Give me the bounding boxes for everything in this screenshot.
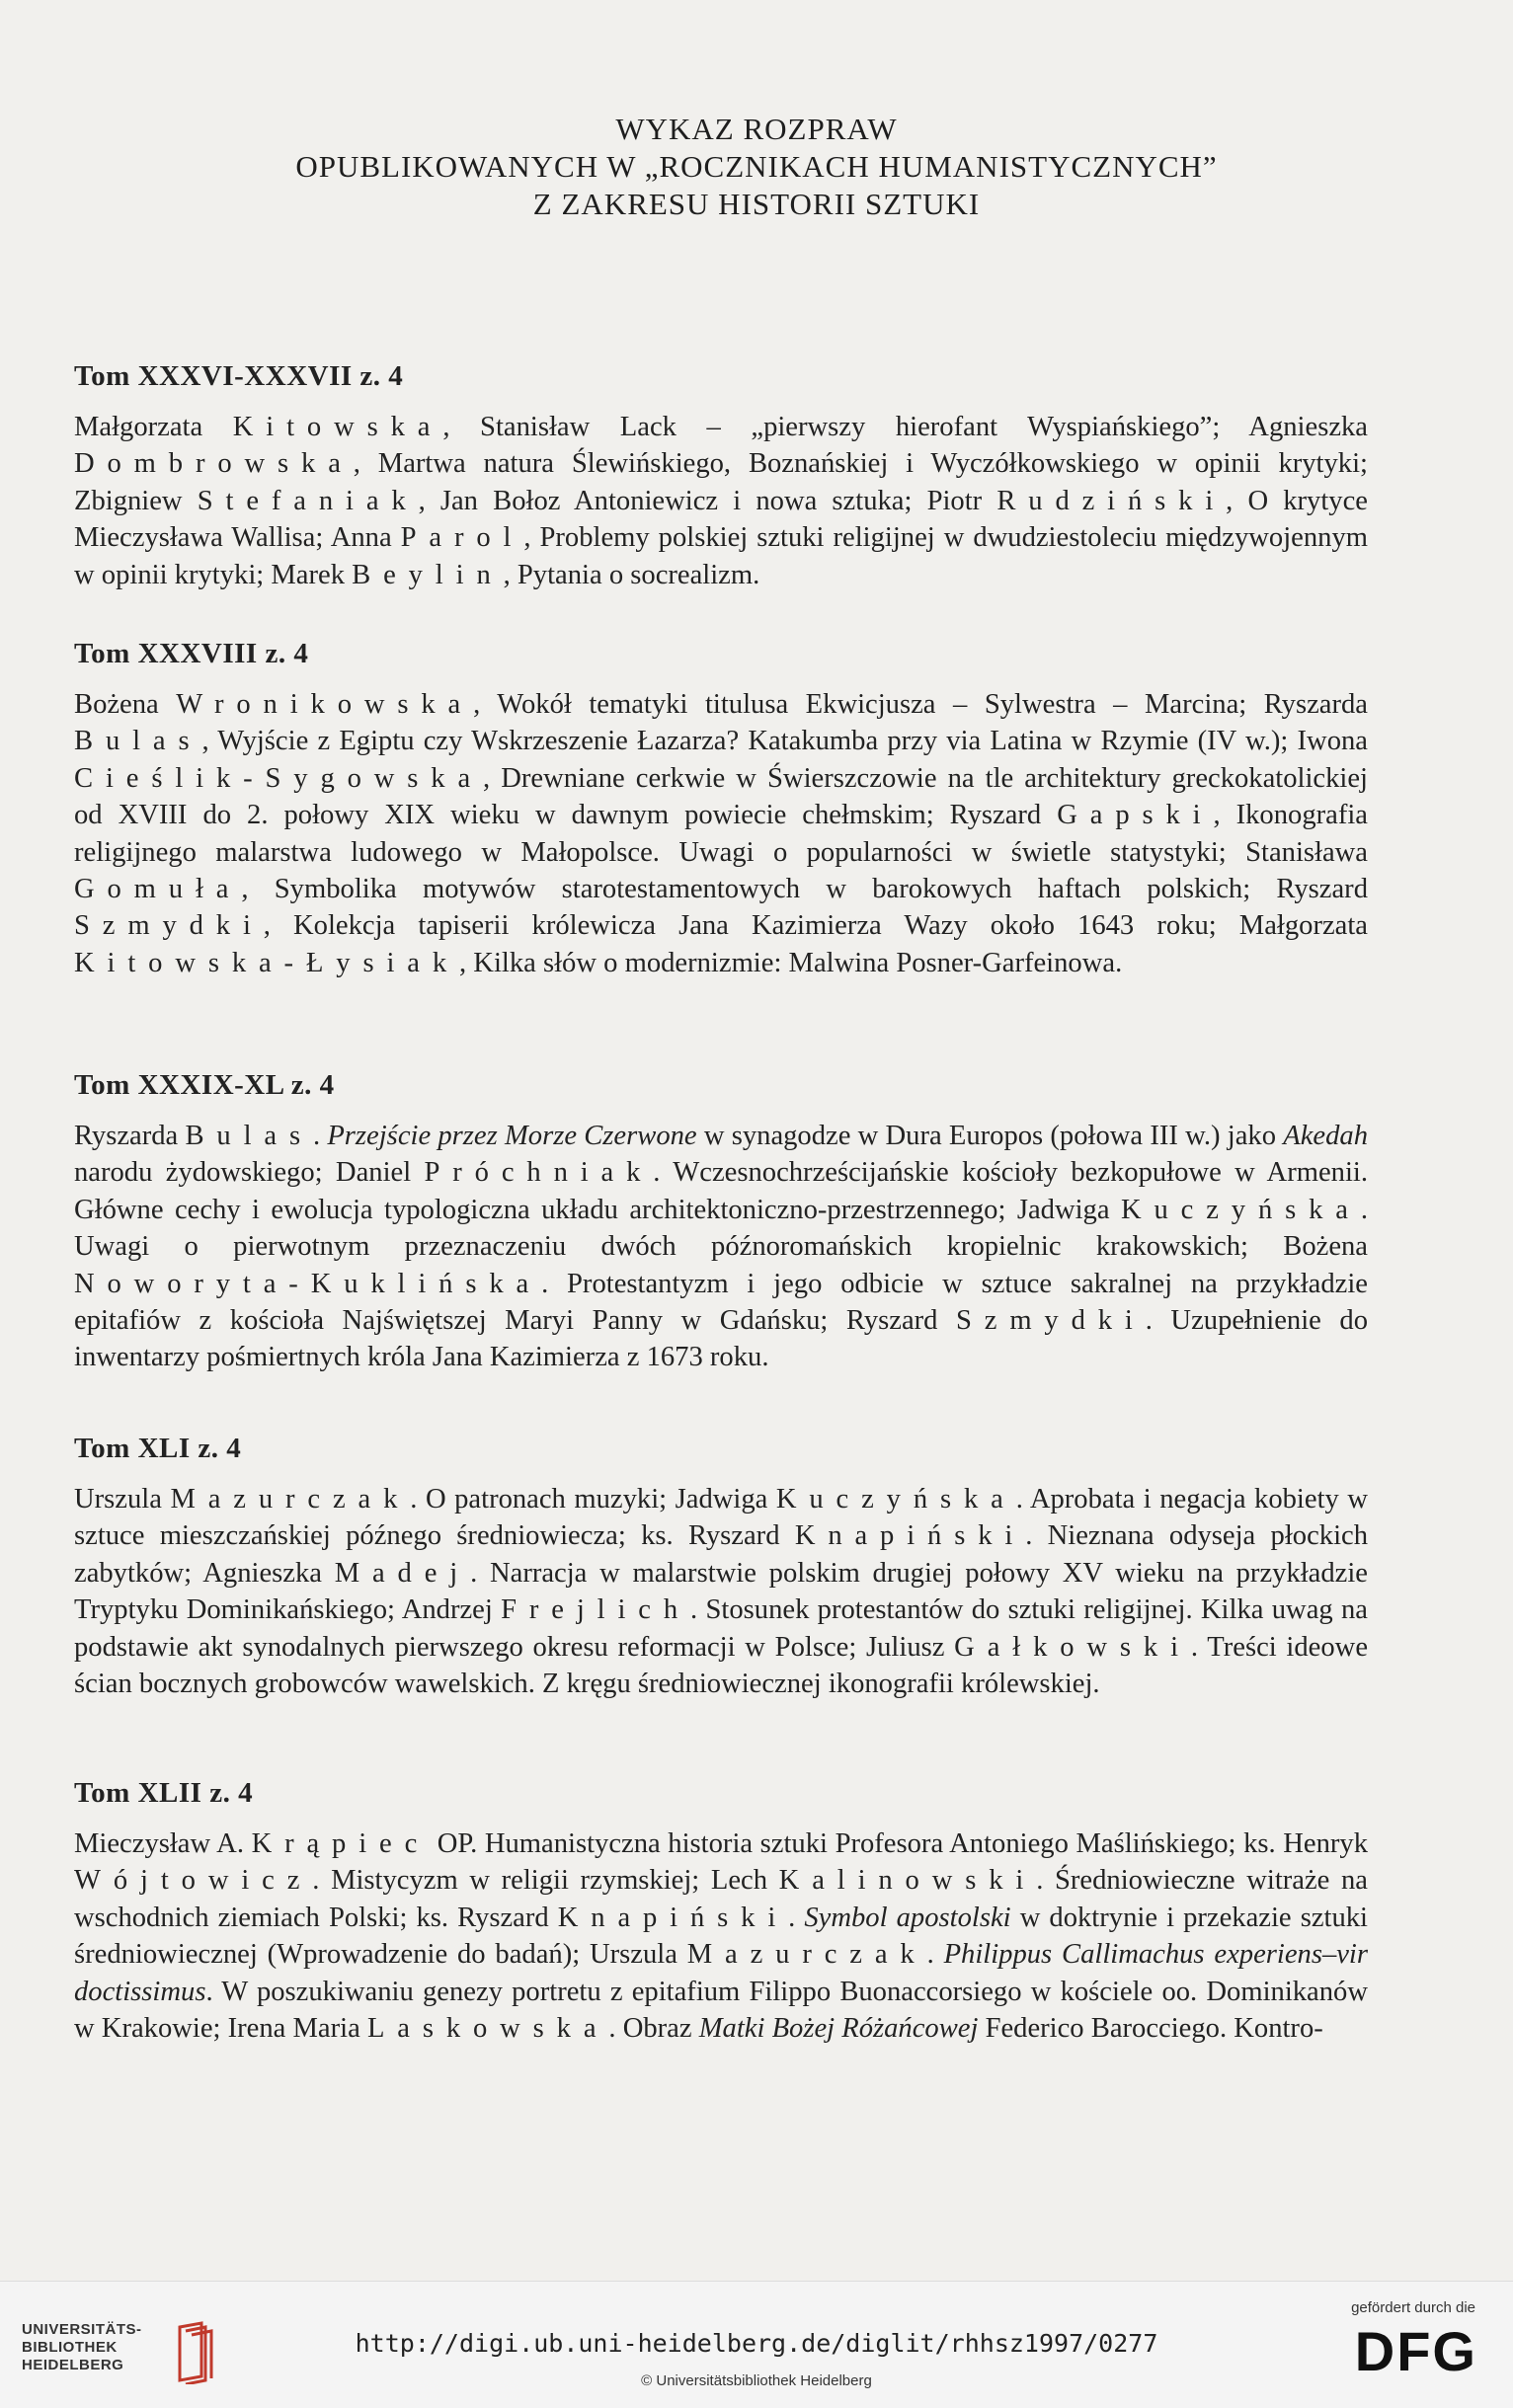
- author-surname: Mazurczak: [170, 1484, 411, 1515]
- text-run: narodu żydowskiego; Daniel: [74, 1157, 425, 1189]
- text-run: . Wczesnochrześcijańskie kościoły bezkopułowe w Armenii. Główne cechy i ewolucja typologiczna układu architektoniczno-przestrzennego; Jadwiga: [74, 1157, 1368, 1225]
- author-surname: Krąpiec: [251, 1828, 431, 1859]
- author-surname: Szmydki: [74, 910, 264, 942]
- text-run: . Uwagi o pierwotnym przeznaczeniu dwóch późnoromańskich kropielnic krakowskich; Bożena: [74, 1194, 1368, 1263]
- section-title: Tom XLI z. 4: [74, 1433, 242, 1464]
- author-surname: Stefaniak: [197, 485, 419, 516]
- text-run: .: [312, 1121, 328, 1151]
- text-run: , Ikonografia religijnego malarstwa ludowego w Małopolsce. Uwagi o popularności w świetle statystyki; Stanisława: [74, 800, 1368, 868]
- author-surname: Kalinowski: [778, 1865, 1037, 1897]
- text-run: , Drewniane cerkwie w Świerszczowie na tle architektury greckokatolickiej od XVIII do 2. połowy XIX wieku w dawnym powiecie chełmskim; Ryszard: [74, 762, 1368, 831]
- italic-title: Symbol apostolski: [804, 1902, 1011, 1933]
- author-surname: Laskowska: [366, 2013, 609, 2045]
- text-run: Ryszarda: [74, 1121, 186, 1151]
- section-tom-39-40: [74, 1066, 1368, 1376]
- author-surname: Mazurczak: [686, 1939, 927, 1971]
- author-surname: Cieślik-Sygowska: [74, 762, 484, 794]
- text-run: , Jan Bołoz Antoniewicz i nowa sztuka; Piotr: [418, 485, 997, 516]
- text-run: , Symbolika motywów starotestamentowych w barokowych haftach polskich; Ryszard: [241, 874, 1368, 905]
- author-surname: Kuczyńska: [1120, 1194, 1361, 1225]
- dfg-logo[interactable]: DFG: [1354, 2320, 1477, 2382]
- author-surname: Beylin: [352, 559, 504, 590]
- text-run: w doktrynie i przekazie sztuki średniowiecznej (Wprowadzenie do badań); Urszula: [74, 1902, 1369, 1971]
- text-run: Bożena: [74, 689, 177, 720]
- text-run: . Średniowieczne witraże na wschodnich ziemiach Polski; ks. Ryszard: [74, 1865, 1368, 1933]
- digitization-footer: [0, 2281, 1513, 2408]
- author-surname: Gomuła: [74, 874, 242, 905]
- section-body: [74, 1118, 1368, 1376]
- author-surname: Wójtowicz: [74, 1865, 313, 1897]
- author-surname: Kuczyńska: [775, 1484, 1016, 1515]
- author-surname: Dombrowska: [74, 448, 354, 480]
- header-line-3: Z ZAKRESU HISTORII SZTUKI: [532, 187, 981, 221]
- author-surname: Próchniak: [424, 1157, 654, 1189]
- text-run: , Wokół tematyki titulusa Ekwicjusza – Sylwestra – Marcina; Ryszarda: [473, 689, 1368, 720]
- section-title: Tom XLII z. 4: [74, 1777, 254, 1809]
- italic-title: Philippus Callimachus experiens–vir doctissimus: [74, 1939, 1369, 2007]
- author-surname: Knapiński: [794, 1520, 1026, 1552]
- text-run: . Narracja w malarstwie polskim drugiej połowy XV wieku na przykładzie Tryptyku Dominikańskiego; Andrzej: [74, 1557, 1368, 1626]
- author-surname: Madej: [334, 1557, 471, 1589]
- section-title: Tom XXXVI-XXXVII z. 4: [74, 360, 404, 392]
- dfg-caption: gefördert durch die: [1351, 2299, 1475, 2316]
- text-run: . W poszukiwaniu genezy portretu z epitafium Filippo Buonaccorsiego w kościele oo. Dominikanów w Krakowie; Irena Maria: [74, 1976, 1368, 2045]
- section-body: [74, 1481, 1368, 1702]
- text-run: , Kilka słów o modernizmie: Malwina Posner-Garfeinowa.: [459, 947, 1123, 978]
- text-run: . Mistycyzm w religii rzymskiej; Lech: [312, 1865, 779, 1897]
- text-run: .: [788, 1902, 805, 1933]
- author-surname: Kitowska: [232, 412, 443, 442]
- italic-title: Przejście przez Morze Czerwone: [327, 1121, 697, 1151]
- author-surname: Bulas: [74, 726, 202, 757]
- text-run: . Aprobata i negacja kobiety w sztuce mieszczańskiej późnego średniowiecza; ks. Ryszard: [74, 1484, 1368, 1552]
- author-surname: Wronikowska: [176, 689, 474, 720]
- text-run: , Pytania o socrealizm.: [503, 559, 760, 590]
- section-tom-36-37: [74, 357, 1368, 593]
- text-run: Urszula: [74, 1484, 171, 1515]
- author-surname: Gałkowski: [954, 1631, 1191, 1663]
- section-tom-41: [74, 1430, 1368, 1702]
- section-body: [74, 686, 1368, 981]
- text-run: Federico Barocciego. Kontro-: [978, 2013, 1323, 2045]
- author-surname: Kitowska-Łysiak: [74, 947, 459, 978]
- text-run: OP. Humanistyczna historia sztuki Profesora Antoniego Maślińskiego; ks. Henryk: [430, 1828, 1368, 1859]
- section-body: [74, 1825, 1368, 2047]
- italic-title: Akedah: [1283, 1121, 1368, 1151]
- section-title: Tom XXXVIII z. 4: [74, 638, 309, 669]
- logo-text: UNIVERSITÄTS- BIBLIOTHEK HEIDELBERG: [22, 2321, 142, 2373]
- section-tom-42: [74, 1774, 1368, 2047]
- author-surname: Parol: [400, 522, 524, 554]
- text-run: , Stanisław Lack – „pierwszy hierofant Wyspiańskiego”; Agnieszka: [442, 412, 1368, 442]
- author-surname: Noworyta-Kuklińska: [74, 1268, 542, 1299]
- section-title: Tom XXXIX-XL z. 4: [74, 1069, 335, 1101]
- author-surname: Szmydki: [955, 1305, 1146, 1337]
- text-run: . Nieznana odyseja płockich zabytków; Agnieszka: [74, 1520, 1369, 1589]
- text-run: . Protestantyzm i jego odbicie w sztuce sakralnej na przykładzie epitafiów z kościoła Najświętszej Maryi Panny w Gdańsku; Ryszard: [74, 1268, 1368, 1337]
- header-line-2: OPUBLIKOWANYCH W „ROCZNIKACH HUMANISTYCZNYCH”: [295, 149, 1218, 184]
- copyright-notice: © Universitätsbibliothek Heidelberg: [641, 2372, 872, 2389]
- text-run: . Treści ideowe ścian bocznych grobowców wawelskich. Z kręgu średniowiecznej ikonografii królewskiej.: [74, 1631, 1369, 1700]
- author-surname: Knapiński: [557, 1902, 789, 1933]
- section-body: [74, 409, 1368, 593]
- text-run: Małgorzata: [74, 412, 233, 442]
- page-header: [0, 111, 1513, 223]
- header-line-1: WYKAZ ROZPRAW: [615, 112, 898, 146]
- text-run: , Kolekcja tapiserii królewicza Jana Kazimierza Wazy około 1643 roku; Małgorzata: [263, 910, 1368, 942]
- author-surname: Bulas: [185, 1121, 313, 1151]
- text-run: . Stosunek protestantów do sztuki religijnej. Kilka uwag na podstawie akt synodalnych pierwszego okresu reformacji w Polsce; Juliusz: [74, 1594, 1368, 1663]
- text-run: . Uzupełnienie do inwentarzy pośmiertnych króla Jana Kazimierza z 1673 roku.: [74, 1305, 1368, 1373]
- text-run: . O patronach muzyki; Jadwiga: [410, 1484, 776, 1515]
- text-run: , Wyjście z Egiptu czy Wskrzeszenie Łazarza? Katakumba przy via Latina w Rzymie (IV w.); Iwona: [201, 726, 1368, 757]
- text-run: . Obraz: [608, 2013, 699, 2045]
- permalink-url[interactable]: http://digi.ub.uni-heidelberg.de/diglit/rhhsz1997/0277: [355, 2329, 1158, 2358]
- text-run: , Martwa natura Ślewińskiego, Boznańskiej i Wyczółkowskiego w opinii krytyki; Zbigniew: [74, 448, 1368, 516]
- author-surname: Gapski: [1057, 800, 1214, 831]
- text-run: .: [926, 1939, 944, 1971]
- text-run: , Problemy polskiej sztuki religijnej w dwudziestoleciu międzywojennym w opinii krytyki; Marek: [74, 522, 1368, 590]
- text-run: , O krytyce Mieczysława Wallisa; Anna: [74, 485, 1368, 554]
- section-tom-38: [74, 635, 1368, 981]
- italic-title: Matki Bożej Różańcowej: [698, 2013, 979, 2045]
- text-run: Mieczysław A.: [74, 1828, 252, 1859]
- author-surname: Frejlich: [501, 1594, 691, 1626]
- text-run: w synagodze w Dura Europos (połowa III w.) jako: [696, 1121, 1284, 1151]
- author-surname: Rudziński: [996, 485, 1227, 516]
